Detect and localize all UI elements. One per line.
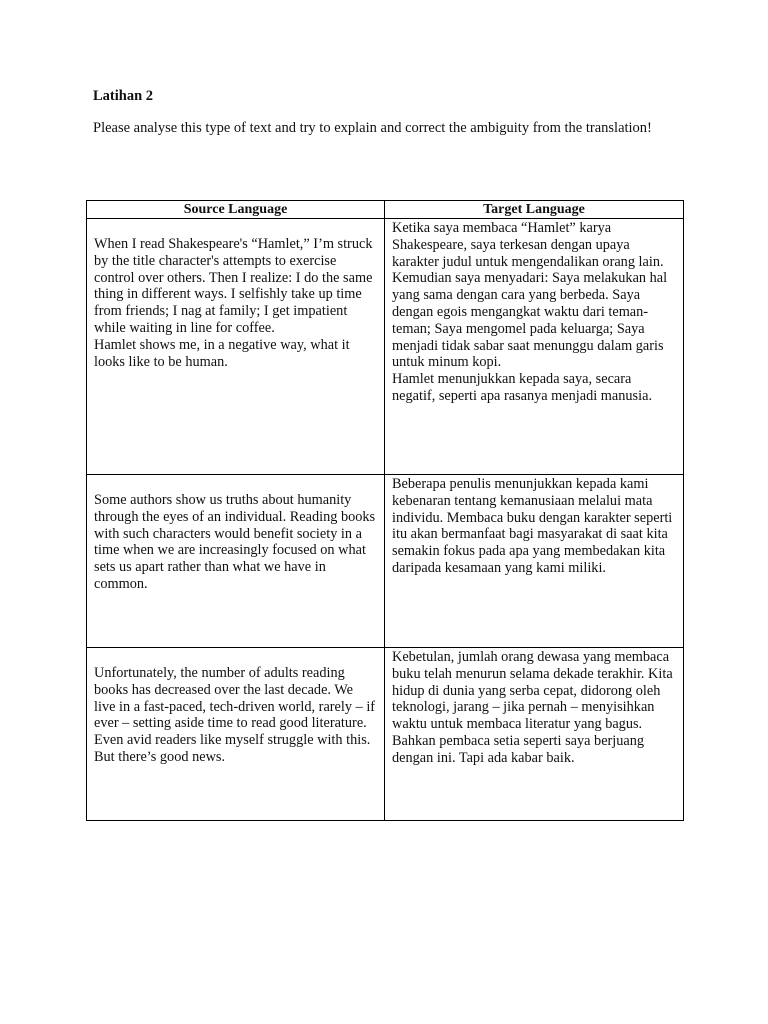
table-row [87, 475, 684, 648]
target-paragraph: Beberapa penulis menunjukkan kepada kami kebenaran tentang kemanusiaan melalui mata individu. Membaca buku dengan karakter seperti itu akan bermanfaat bagi masyarakat di saat kita semakin fokus pada apa yang membedakan kita daripada kesamaan yang kami miliki. [392, 476, 673, 576]
source-cell [87, 475, 385, 648]
target-paragraph: Hamlet menunjukkan kepada saya, secara negatif, seperti apa rasanya menjadi manusia. [392, 371, 653, 404]
translation-table [86, 200, 684, 821]
source-paragraph: Some authors show us truths about humanity through the eyes of an individual. Reading books with such characters would benefit society in a time when we are increasingly focused on what sets us apart rather than what we have in common. [94, 492, 376, 592]
instruction-text: Please analyse this type of text and try to explain and correct the ambiguity from the translation! [93, 120, 652, 136]
source-paragraph: Hamlet shows me, in a negative way, what it looks like to be human. [94, 336, 350, 370]
table-row [87, 219, 684, 475]
target-paragraph: Kebetulan, jumlah orang dewasa yang membaca buku telah menurun selama dekade terakhir. Kita hidup di dunia yang serba cepat, didorong oleh teknologi, jarang – jika pernah – menyisihkan waktu untuk membaca literatur yang bagus. Bahkan pembaca setia seperti saya berjuang dengan ini. Tapi ada kabar baik. [392, 649, 673, 766]
page-title: Latihan 2 [93, 88, 154, 104]
target-cell [385, 475, 684, 648]
source-paragraph: Unfortunately, the number of adults reading books has decreased over the last decade. We live in a fast-paced, tech-driven world, rarely – if ever – setting aside time to read good literature. Even avid readers like myself struggle with this. But there’s good news. [94, 665, 376, 765]
table-row [87, 648, 684, 821]
target-paragraph: Ketika saya membaca “Hamlet” karya Shakespeare, saya terkesan dengan upaya karakter judul untuk mengendalikan orang lain. Kemudian saya menyadari: Saya melakukan hal yang sama dengan cara yang berbeda. Saya dengan egois mengangkat waktu dari teman-teman; Saya mengomel pada keluarga; Saya menjadi tidak sabar saat menunggu dalam garis untuk minum kopi. [392, 220, 668, 371]
target-cell [385, 648, 684, 821]
target-cell [385, 219, 684, 475]
header-source-language: Source Language [87, 201, 385, 219]
header-target-language: Target Language [385, 201, 684, 219]
table-header-row [87, 201, 684, 219]
source-paragraph: When I read Shakespeare's “Hamlet,” I’m struck by the title character's attempts to exercise control over others. Then I realize: I do the same thing in different ways. I selfishly take up time from friends; I nag at family; I get impatient while waiting in line for coffee. [94, 236, 373, 336]
source-cell [87, 648, 385, 821]
source-cell [87, 219, 385, 475]
